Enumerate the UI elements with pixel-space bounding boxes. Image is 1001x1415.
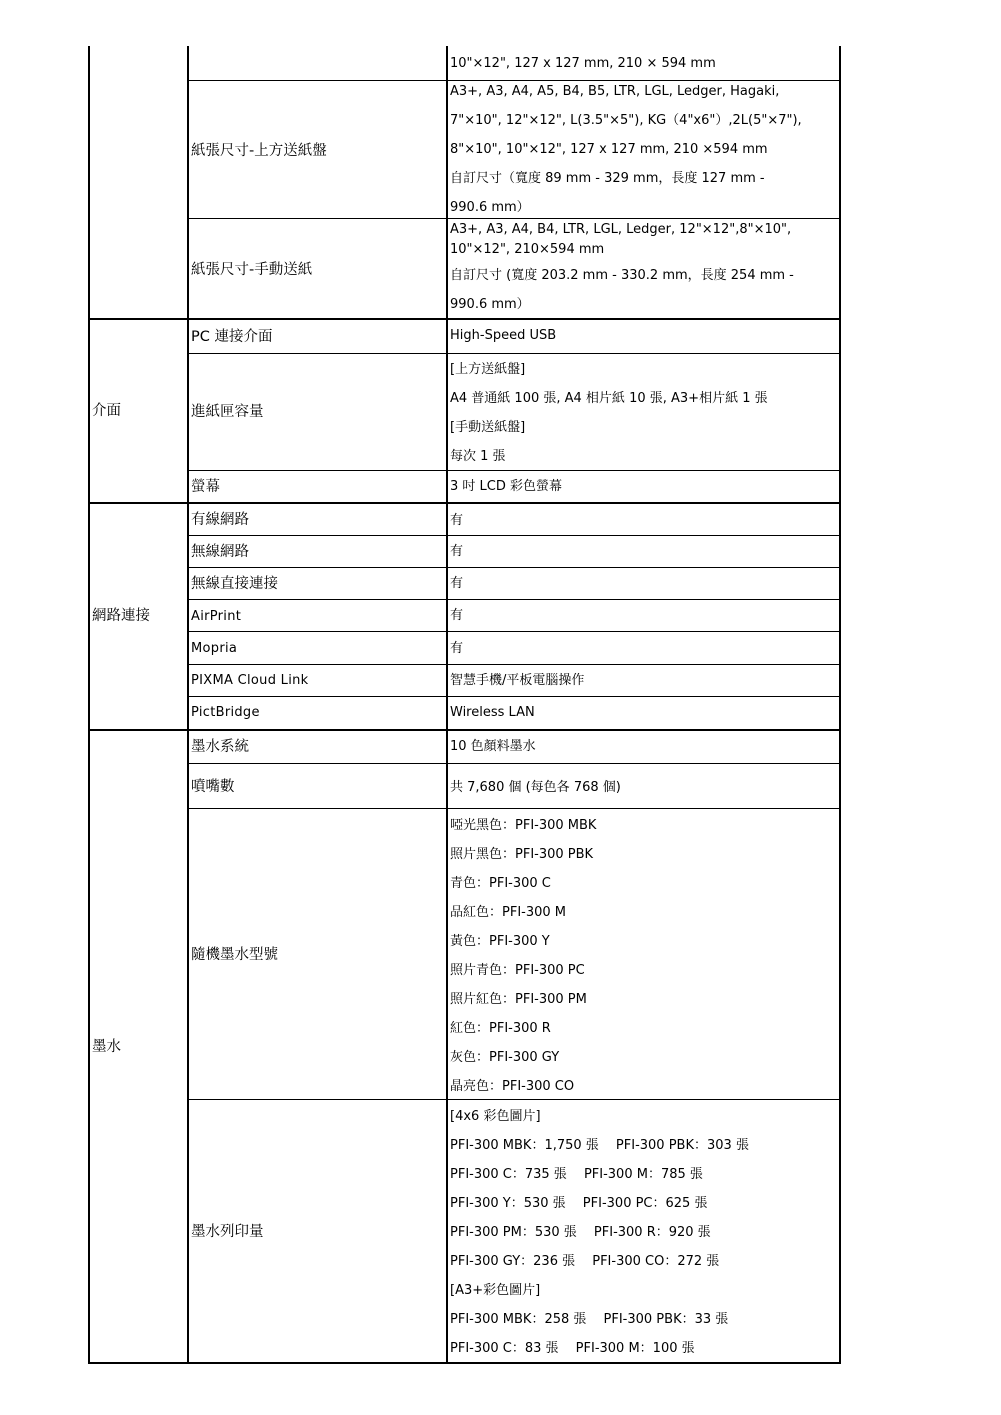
value-line: 7"×10", 12"×12", L(3.5"×5"), KG（4"x6"）,2L(5"×7"), [450,113,802,128]
value-line: 每次 1 張 [450,449,506,464]
category-network: 網路連接 [92,608,150,624]
value-line: 紅色：PFI-300 R [450,1021,551,1036]
ink-yield-value [450,1102,838,1363]
row-divider [188,631,840,632]
value-line: 3 吋 LCD 彩色螢幕 [450,479,562,494]
wired-network-label: 有線網路 [191,512,249,528]
section-divider [88,502,841,504]
ink-system-label: 墨水系統 [191,739,249,755]
row-divider [188,664,840,665]
section-divider [88,729,841,731]
value-line: 有 [450,513,464,528]
category-ink: 墨水 [92,1039,121,1055]
row-divider [188,599,840,600]
wired-network-value [450,506,838,535]
value-line: A3+, A3, A4, A5, B4, B5, LTR, LGL, Ledger, Hagaki, [450,84,780,99]
value-line: 8"×10", 10"×12", 127 x 127 mm, 210 ×594 mm [450,142,768,157]
row-divider [188,567,840,568]
wireless-direct-value [450,569,838,598]
row-divider [188,353,840,354]
pc-interface-label: PC 連接介面 [191,329,273,345]
table-border-right [839,46,841,1364]
mopria-label: Mopria [191,641,238,656]
value-line: 有 [450,608,464,623]
wireless-network-value [450,537,838,566]
value-line: 自訂尺寸（寬度 89 mm - 329 mm，長度 127 mm - [450,171,765,186]
value-line: 黃色：PFI-300 Y [450,934,550,949]
column-divider-1 [187,46,189,1364]
value-line: A3+, A3, A4, B4, LTR, LGL, Ledger, 12"×12",8"×10", [450,222,792,237]
wireless-direct-label: 無線直接連接 [191,576,278,592]
row-divider [188,763,840,764]
pictbridge-label: PictBridge [191,705,260,720]
value-line: [上方送紙盤] [450,362,526,377]
value-line: 品紅色：PFI-300 M [450,905,567,920]
row-divider [188,696,840,697]
airprint-label: AirPrint [191,609,242,624]
feed-capacity-label: 進紙匣容量 [191,404,264,420]
ink-yield-label: 墨水列印量 [191,1224,264,1240]
value-line: [手動送紙盤] [450,420,526,435]
value-line: 有 [450,544,464,559]
mopria-value [450,634,838,663]
value-line: PFI-300 MBK：1,750 張 PFI-300 PBK：303 張 [450,1138,749,1153]
spec-table [88,46,841,1364]
table-border-left [88,46,90,1364]
value-line: 啞光黑色：PFI-300 MBK [450,818,597,833]
value-line: High-Speed USB [450,328,557,343]
airprint-value [450,601,838,630]
value-line: PFI-300 PM：530 張 PFI-300 R：920 張 [450,1225,711,1240]
value-line: 10"×12", 127 x 127 mm, 210 × 594 mm [450,56,716,71]
value-line: 990.6 mm） [450,297,530,312]
value-line: 灰色：PFI-300 GY [450,1050,560,1065]
value-line: 照片黑色：PFI-300 PBK [450,847,594,862]
paper-size-manual-value-a [450,220,838,260]
nozzles-value [450,773,838,802]
value-line: 照片青色：PFI-300 PC [450,963,585,978]
paper-size-top-tray-label: 紙張尺寸-上方送紙盤 [191,143,327,159]
value-line: Wireless LAN [450,705,535,720]
value-line: PFI-300 Y：530 張 PFI-300 PC：625 張 [450,1196,708,1211]
category-interface: 介面 [92,403,121,419]
ink-system-value [450,732,838,761]
pc-interface-value [450,321,838,350]
value-line: 有 [450,576,464,591]
ink-models-label: 隨機墨水型號 [191,947,278,963]
value-line: PFI-300 GY：236 張 PFI-300 CO：272 張 [450,1254,720,1269]
value-line: 有 [450,641,464,656]
value-line: PFI-300 MBK：258 張 PFI-300 PBK：33 張 [450,1312,729,1327]
value-line: A4 普通紙 100 張, A4 相片紙 10 張, A3+相片紙 1 張 [450,391,768,406]
value-line: 自訂尺寸 (寬度 203.2 mm - 330.2 mm，長度 254 mm - [450,268,794,283]
value-line: 照片紅色：PFI-300 PM [450,992,587,1007]
row-divider [188,535,840,536]
value-line: 990.6 mm） [450,200,530,215]
value-line: 10 色顏料墨水 [450,739,536,754]
pictbridge-value [450,698,838,727]
feed-capacity-value [450,355,838,471]
wireless-network-label: 無線網路 [191,544,249,560]
pixma-cloud-link-value [450,666,838,695]
row-divider [188,808,840,809]
value-line: 共 7,680 個 (每色各 768 個) [450,780,621,795]
value-line: 青色：PFI-300 C [450,876,551,891]
paper-size-manual-value-b [450,261,838,319]
value-line: 10"×12", 210×594 mm [450,242,605,257]
value-line: 晶亮色：PFI-300 CO [450,1079,575,1094]
screen-label: 螢幕 [191,479,220,495]
paper-size-manual-label: 紙張尺寸-手動送紙 [191,262,313,278]
value-line: [4x6 彩色圖片] [450,1109,541,1124]
ink-models-value [450,811,838,1101]
value-line: PFI-300 C：735 張 PFI-300 M：785 張 [450,1167,703,1182]
value-line: [A3+彩色圖片] [450,1283,541,1298]
continued-value [450,49,838,78]
pixma-cloud-link-label: PIXMA Cloud Link [191,673,309,688]
column-divider-2 [446,46,448,1364]
screen-value [450,472,838,501]
paper-size-top-tray-value [450,77,838,222]
value-line: 智慧手機/平板電腦操作 [450,673,585,688]
nozzles-label: 噴嘴數 [191,779,235,795]
value-line: PFI-300 C：83 張 PFI-300 M：100 張 [450,1341,695,1356]
